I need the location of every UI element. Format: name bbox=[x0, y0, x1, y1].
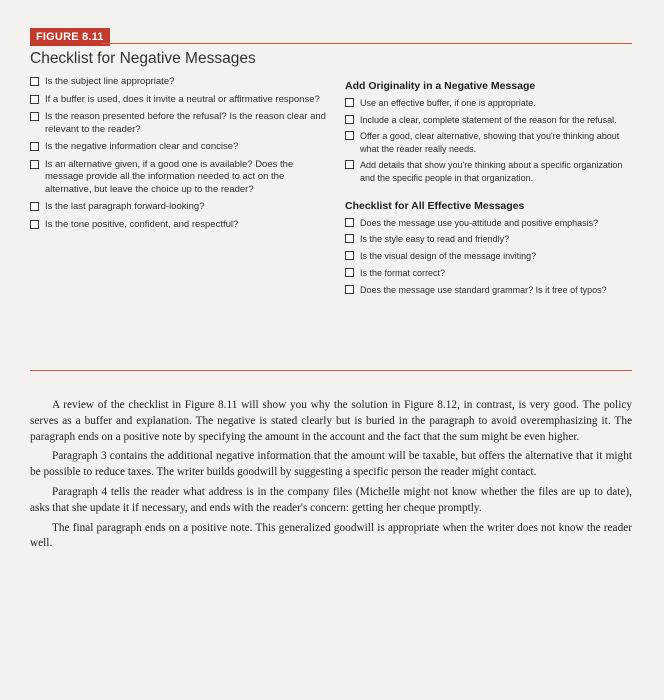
checklist-item: Is an alternative given, if a good one is available? Does the message provide all the information needed to act on the alternative, but leave the choice up to the reader? bbox=[30, 159, 328, 197]
checkbox-icon bbox=[30, 202, 39, 211]
checkbox-icon bbox=[30, 160, 39, 169]
checkbox-icon bbox=[345, 285, 354, 294]
paragraph: A review of the checklist in Figure 8.11 will show you why the solution in Figure 8.12, in contrast, is very good. The policy serves as a buffer and explanation. The negative is stated clearly but is buried in the paragraph to avoid overemphasizing it. The paragraph ends on a positive note by specifying the amount in the account and the fact that the sum might be even higher. bbox=[30, 399, 632, 443]
figure-label: FIGURE 8.11 bbox=[30, 28, 110, 46]
checkbox-icon bbox=[345, 98, 354, 107]
checklist-item: If a buffer is used, does it invite a neutral or affirmative response? bbox=[30, 94, 328, 107]
checkbox-icon bbox=[345, 115, 354, 124]
checkbox-icon bbox=[345, 251, 354, 260]
checklist-item: Is the visual design of the message inviting? bbox=[345, 250, 635, 262]
figure-title: Checklist for Negative Messages bbox=[30, 50, 256, 67]
checklist-item: Is the style easy to read and friendly? bbox=[345, 233, 635, 245]
figure-header-rule bbox=[102, 43, 632, 44]
body-text bbox=[30, 398, 632, 556]
checklist-item: Include a clear, complete statement of the reason for the refusal. bbox=[345, 114, 635, 126]
checkbox-icon bbox=[30, 112, 39, 121]
checkbox-icon bbox=[345, 268, 354, 277]
checklist-item: Does the message use standard grammar? Is it free of typos? bbox=[345, 284, 635, 296]
checklist-item: Is the last paragraph forward-looking? bbox=[30, 201, 328, 214]
figure-bottom-rule bbox=[30, 370, 632, 371]
checkbox-icon bbox=[345, 131, 354, 140]
checkbox-icon bbox=[345, 160, 354, 169]
checkbox-icon bbox=[30, 142, 39, 151]
checkbox-icon bbox=[30, 220, 39, 229]
checklist-item: Is the tone positive, confident, and respectful? bbox=[30, 219, 328, 232]
checklist-item: Is the subject line appropriate? bbox=[30, 76, 328, 89]
checklist-item: Does the message use you-attitude and positive emphasis? bbox=[345, 217, 635, 229]
paragraph: The final paragraph ends on a positive note. This generalized goodwill is appropriate when the writer does not know the reader well. bbox=[30, 521, 632, 550]
paragraph: Paragraph 3 contains the additional negative information that the amount will be taxable, but offers the alternative that it might be possible to reduce taxes. The writer builds goodwill by suggesting a specific person the reader might contact. bbox=[30, 450, 632, 479]
negative-message-checklist bbox=[30, 76, 328, 236]
originality-heading: Add Originality in a Negative Message bbox=[345, 80, 536, 92]
checklist-item: Offer a good, clear alternative, showing that you're thinking about what the reader really needs. bbox=[345, 130, 635, 154]
checkbox-icon bbox=[30, 77, 39, 86]
effective-messages-heading: Checklist for All Effective Messages bbox=[345, 199, 525, 212]
checkbox-icon bbox=[30, 95, 39, 104]
figure-header bbox=[30, 28, 632, 46]
right-checklists bbox=[345, 80, 635, 300]
checklist-item: Is the format correct? bbox=[345, 267, 635, 279]
paragraph: Paragraph 4 tells the reader what address is in the company files (Michelle might not know whether the files are up to date), asks that she update it if necessary, and ends with the reader's concern: getting her cheque promptly. bbox=[30, 485, 632, 514]
checklist-item: Use an effective buffer, if one is appropriate. bbox=[345, 97, 635, 109]
checklist-item: Is the negative information clear and concise? bbox=[30, 141, 328, 154]
checklist-item: Is the reason presented before the refusal? Is the reason clear and relevant to the reader? bbox=[30, 111, 328, 136]
checklist-item: Add details that show you're thinking about a specific organization and the specific people in that organization. bbox=[345, 159, 635, 183]
checkbox-icon bbox=[345, 234, 354, 243]
checkbox-icon bbox=[345, 218, 354, 227]
